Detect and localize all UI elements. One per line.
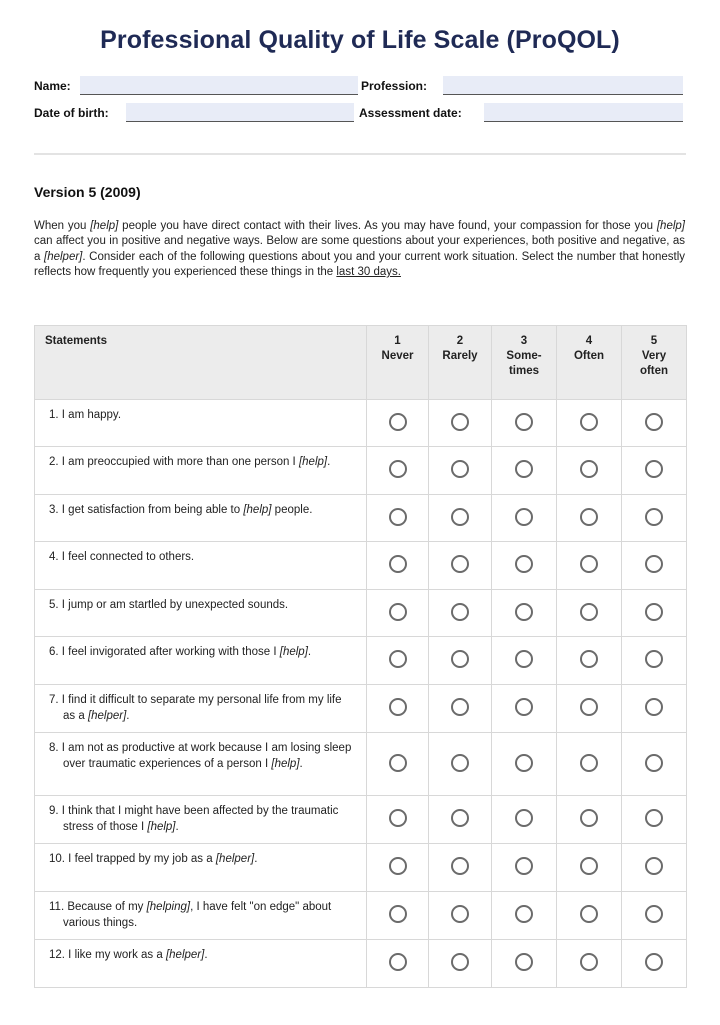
radio-q12-option-5[interactable] [645, 953, 663, 971]
radio-q4-option-4[interactable] [580, 555, 598, 573]
radio-q12-option-1[interactable] [389, 953, 407, 971]
table-header-row [35, 326, 687, 400]
question-row-3 [35, 495, 687, 542]
scale-label-2: often [639, 365, 669, 377]
option-cell-5 [622, 796, 687, 844]
statement-emphasis: [help] [298, 456, 328, 468]
option-cell-3 [492, 495, 557, 542]
scale-label: Rarely [442, 350, 478, 362]
dob-input[interactable] [126, 103, 354, 122]
scale-header-3 [492, 326, 557, 400]
assessment-date-input[interactable] [484, 103, 683, 122]
option-cell-2 [429, 844, 492, 892]
radio-q11-option-2[interactable] [451, 905, 469, 923]
radio-q5-option-2[interactable] [451, 603, 469, 621]
dob-label: Date of birth: [34, 106, 109, 120]
statement-emphasis: [help] [279, 646, 308, 658]
statement-text [49, 852, 356, 868]
option-cell-5 [622, 892, 687, 940]
option-cell-1 [367, 637, 429, 685]
intro-text-3: can affect you in positive and negative ways. Below are some questions about your experiences, both positive and negative, as a [34, 235, 685, 263]
option-cell-4 [557, 447, 622, 495]
statement-emphasis: [helper] [165, 949, 205, 961]
radio-q8-option-4[interactable] [580, 754, 598, 772]
option-cell-2 [429, 733, 492, 796]
statement-cell [35, 447, 367, 495]
option-cell-1 [367, 447, 429, 495]
question-row-5 [35, 590, 687, 637]
option-cell-4 [557, 733, 622, 796]
statement-part: 12. I like my work as a [49, 949, 166, 961]
statement-part: . [175, 820, 179, 833]
radio-q12-option-3[interactable] [515, 953, 533, 971]
option-cell-1 [367, 892, 429, 940]
radio-q2-option-4[interactable] [580, 460, 598, 478]
statement-cell [35, 400, 367, 447]
statement-part: 5. I jump or am startled by unexpected sounds. [49, 599, 289, 611]
option-cell-3 [492, 733, 557, 796]
scale-header-2 [429, 326, 492, 400]
radio-q4-option-3[interactable] [515, 555, 533, 573]
option-cell-5 [622, 590, 687, 637]
statement-part: 10. I feel trapped by my job as a [49, 853, 216, 865]
intro-help-1: [help] [90, 220, 119, 232]
radio-q9-option-4[interactable] [580, 809, 598, 827]
statement-part: 7. I find it difficult to separate my personal life from my life as a [49, 694, 342, 722]
radio-q8-option-3[interactable] [515, 754, 533, 772]
option-cell-4 [557, 400, 622, 447]
option-cell-4 [557, 685, 622, 733]
statement-cell [35, 542, 367, 590]
option-cell-4 [557, 940, 622, 988]
option-cell-3 [492, 637, 557, 685]
statement-emphasis: [help] [271, 757, 300, 770]
statement-text [49, 948, 356, 964]
scale-number: 5 [650, 335, 658, 347]
scale-label-2: times [508, 365, 540, 377]
scale-label: Some- [506, 350, 542, 362]
divider [34, 153, 686, 155]
option-cell-1 [367, 495, 429, 542]
scale-label: Never [381, 350, 414, 362]
option-cell-2 [429, 542, 492, 590]
radio-q2-option-5[interactable] [645, 460, 663, 478]
option-cell-4 [557, 495, 622, 542]
statement-part: 2. I am preoccupied with more than one person I [49, 456, 299, 468]
name-input[interactable] [80, 76, 358, 95]
radio-q7-option-2[interactable] [451, 698, 469, 716]
statement-cell [35, 892, 367, 940]
statement-part: . [254, 853, 258, 865]
statement-part: 3. I get satisfaction from being able to [49, 504, 244, 516]
statement-emphasis: [helping] [146, 901, 191, 913]
statement-emphasis: [help] [147, 820, 176, 833]
radio-q2-option-3[interactable] [515, 460, 533, 478]
radio-q8-option-2[interactable] [451, 754, 469, 772]
statements-header: Statements [35, 326, 367, 400]
radio-q3-option-1[interactable] [389, 508, 407, 526]
question-row-7 [35, 685, 687, 733]
option-cell-5 [622, 637, 687, 685]
statement-cell [35, 796, 367, 844]
statement-part: 4. I feel connected to others. [49, 551, 195, 563]
question-row-11 [35, 892, 687, 940]
intro-help-2: [help] [656, 220, 685, 232]
radio-q6-option-3[interactable] [515, 650, 533, 668]
statement-text [49, 503, 356, 519]
option-cell-3 [492, 590, 557, 637]
statement-cell [35, 940, 367, 988]
questionnaire-table [34, 325, 687, 988]
scale-number: 3 [520, 335, 528, 347]
option-cell-5 [622, 844, 687, 892]
option-cell-2 [429, 590, 492, 637]
radio-q6-option-1[interactable] [389, 650, 407, 668]
name-label: Name: [34, 79, 71, 93]
radio-q10-option-3[interactable] [515, 857, 533, 875]
intro-last-30-days: last 30 days. [336, 266, 401, 279]
statement-emphasis: [helper] [87, 709, 127, 722]
option-cell-2 [429, 400, 492, 447]
radio-q3-option-3[interactable] [515, 508, 533, 526]
radio-q6-option-4[interactable] [580, 650, 598, 668]
intro-text-1: When you [34, 220, 91, 232]
option-cell-1 [367, 400, 429, 447]
radio-q2-option-1[interactable] [389, 460, 407, 478]
profession-label: Profession: [361, 79, 428, 93]
statement-part: 11. Because of my [49, 901, 147, 913]
option-cell-5 [622, 447, 687, 495]
radio-q7-option-3[interactable] [515, 698, 533, 716]
radio-q10-option-1[interactable] [389, 857, 407, 875]
option-cell-5 [622, 940, 687, 988]
statement-cell [35, 844, 367, 892]
radio-q1-option-5[interactable] [645, 413, 663, 431]
statement-part: 6. I feel invigorated after working with those I [49, 646, 280, 658]
option-cell-5 [622, 542, 687, 590]
option-cell-3 [492, 796, 557, 844]
radio-q9-option-1[interactable] [389, 809, 407, 827]
radio-q4-option-5[interactable] [645, 555, 663, 573]
option-cell-3 [492, 400, 557, 447]
statement-part: . [327, 456, 331, 468]
radio-q1-option-3[interactable] [515, 413, 533, 431]
scale-header-4 [557, 326, 622, 400]
statement-text [49, 693, 356, 724]
radio-q4-option-1[interactable] [389, 555, 407, 573]
statement-text [49, 804, 356, 835]
option-cell-3 [492, 447, 557, 495]
option-cell-4 [557, 892, 622, 940]
scale-header-5 [622, 326, 687, 400]
statement-part: 1. I am happy. [49, 409, 122, 421]
statement-emphasis: [helper] [215, 853, 255, 865]
radio-q11-option-4[interactable] [580, 905, 598, 923]
radio-q10-option-5[interactable] [645, 857, 663, 875]
page-title: Professional Quality of Life Scale (ProQOL) [100, 26, 620, 54]
option-cell-2 [429, 796, 492, 844]
option-cell-3 [492, 844, 557, 892]
radio-q1-option-1[interactable] [389, 413, 407, 431]
statement-text [49, 645, 356, 661]
option-cell-1 [367, 685, 429, 733]
statement-emphasis: [help] [243, 504, 272, 516]
question-row-6 [35, 637, 687, 685]
field-row-name-profession [34, 76, 684, 96]
statement-part: 8. I am not as productive at work because I am losing sleep over traumatic experiences of a person I [49, 742, 352, 770]
radio-q12-option-4[interactable] [580, 953, 598, 971]
statement-text [49, 455, 356, 471]
statement-text [49, 741, 356, 772]
assessment-date-label: Assessment date: [359, 106, 462, 120]
statement-part: . [204, 949, 208, 961]
radio-q11-option-1[interactable] [389, 905, 407, 923]
radio-q5-option-1[interactable] [389, 603, 407, 621]
scale-number: 1 [394, 335, 401, 347]
radio-q3-option-4[interactable] [580, 508, 598, 526]
scale-label: Very [641, 350, 667, 362]
question-row-10 [35, 844, 687, 892]
question-row-8 [35, 733, 687, 796]
statement-text [49, 900, 356, 931]
radio-q5-option-5[interactable] [645, 603, 663, 621]
radio-q4-option-2[interactable] [451, 555, 469, 573]
option-cell-1 [367, 796, 429, 844]
radio-q12-option-2[interactable] [451, 953, 469, 971]
radio-q11-option-3[interactable] [515, 905, 533, 923]
option-cell-4 [557, 796, 622, 844]
scale-label: Often [573, 350, 605, 362]
question-row-2 [35, 447, 687, 495]
option-cell-1 [367, 940, 429, 988]
question-row-1 [35, 400, 687, 447]
radio-q6-option-2[interactable] [451, 650, 469, 668]
version-heading: Version 5 (2009) [34, 184, 141, 200]
statement-cell [35, 590, 367, 637]
radio-q3-option-5[interactable] [645, 508, 663, 526]
radio-q9-option-5[interactable] [645, 809, 663, 827]
option-cell-5 [622, 495, 687, 542]
option-cell-2 [429, 447, 492, 495]
radio-q10-option-2[interactable] [451, 857, 469, 875]
option-cell-5 [622, 685, 687, 733]
intro-text-2: people you have direct contact with their lives. As you may have found, your compassion for those you [118, 220, 657, 232]
option-cell-1 [367, 542, 429, 590]
intro-helper: [helper] [44, 250, 83, 263]
option-cell-1 [367, 733, 429, 796]
statement-cell [35, 685, 367, 733]
scale-number: 2 [456, 335, 464, 347]
radio-q7-option-4[interactable] [580, 698, 598, 716]
radio-q9-option-3[interactable] [515, 809, 533, 827]
intro-text-4: . Consider each of the following questions about you and your current work situation. Select the number that honestly reflects how frequently you experienced these things in the [34, 250, 686, 279]
option-cell-3 [492, 542, 557, 590]
option-cell-4 [557, 844, 622, 892]
radio-q8-option-1[interactable] [389, 754, 407, 772]
profession-input[interactable] [443, 76, 683, 95]
option-cell-2 [429, 685, 492, 733]
radio-q9-option-2[interactable] [451, 809, 469, 827]
instructions-paragraph [34, 219, 685, 281]
option-cell-1 [367, 844, 429, 892]
statement-part: . [126, 709, 130, 722]
scale-header-1 [367, 326, 429, 400]
statement-text [49, 408, 356, 424]
statement-part: . [307, 646, 312, 658]
question-row-9 [35, 796, 687, 844]
radio-q1-option-4[interactable] [580, 413, 598, 431]
question-row-12 [35, 940, 687, 988]
radio-q5-option-4[interactable] [580, 603, 598, 621]
radio-q7-option-5[interactable] [645, 698, 663, 716]
option-cell-3 [492, 940, 557, 988]
radio-q6-option-5[interactable] [645, 650, 663, 668]
statement-part: , I have felt "on edge" about various things. [63, 901, 332, 929]
radio-q7-option-1[interactable] [389, 698, 407, 716]
option-cell-2 [429, 637, 492, 685]
option-cell-1 [367, 590, 429, 637]
option-cell-2 [429, 495, 492, 542]
option-cell-4 [557, 542, 622, 590]
statement-cell [35, 495, 367, 542]
statement-text [49, 550, 356, 566]
radio-q3-option-2[interactable] [451, 508, 469, 526]
option-cell-2 [429, 940, 492, 988]
option-cell-5 [622, 400, 687, 447]
radio-q2-option-2[interactable] [451, 460, 469, 478]
option-cell-5 [622, 733, 687, 796]
radio-q10-option-4[interactable] [580, 857, 598, 875]
statement-cell [35, 733, 367, 796]
statement-text [49, 598, 356, 614]
option-cell-2 [429, 892, 492, 940]
radio-q1-option-2[interactable] [451, 413, 469, 431]
scale-number: 4 [585, 335, 593, 347]
statement-part: . [299, 757, 303, 770]
radio-q11-option-5[interactable] [645, 905, 663, 923]
statement-cell [35, 637, 367, 685]
statement-part: people. [271, 504, 313, 516]
option-cell-3 [492, 892, 557, 940]
option-cell-4 [557, 590, 622, 637]
field-row-dob-assessment [34, 103, 684, 123]
question-row-4 [35, 542, 687, 590]
radio-q5-option-3[interactable] [515, 603, 533, 621]
radio-q8-option-5[interactable] [645, 754, 663, 772]
option-cell-4 [557, 637, 622, 685]
statement-part: 9. I think that I might have been affected by the traumatic stress of those I [49, 805, 339, 833]
option-cell-3 [492, 685, 557, 733]
